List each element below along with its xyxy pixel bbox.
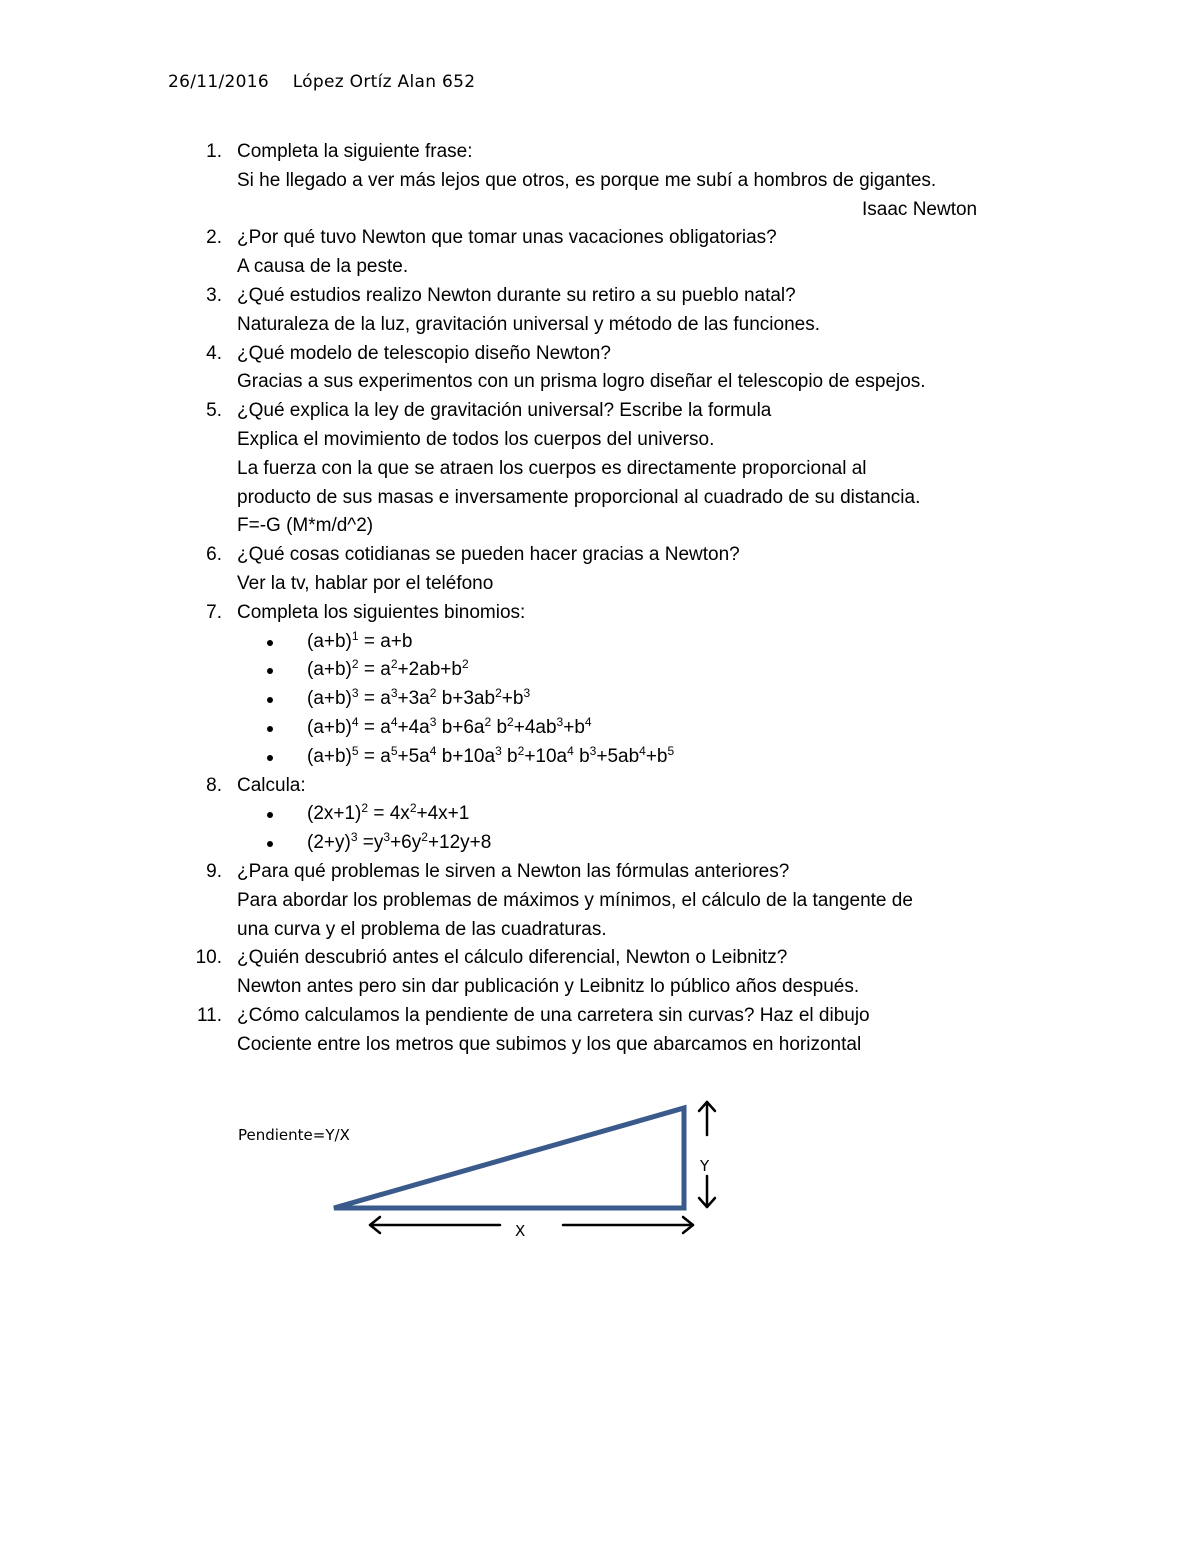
exponent: 2 <box>507 714 514 729</box>
answer-text: F=-G (M*m/d^2) <box>237 515 374 537</box>
exponent: 4 <box>351 714 359 729</box>
question-text: ¿Qué cosas cotidianas se pueden hacer gracias a Newton? <box>237 544 740 566</box>
exponent: 3 <box>589 743 597 758</box>
exponent: 3 <box>350 830 358 845</box>
question-text: Completa la siguiente frase: <box>237 141 473 162</box>
question-text: ¿Qué modelo de telescopio diseño Newton? <box>237 342 611 364</box>
answer-text: Cociente entre los metros que subimos y los que abarcamos en horizontal <box>237 1033 862 1055</box>
question-text: ¿Cómo calculamos la pendiente de una carretera sin curvas? Haz el dibujo <box>237 1004 870 1026</box>
answer-text: Gracias a sus experimentos con un prisma logro diseñar el telescopio de espejos. <box>237 371 926 393</box>
slope-diagram <box>0 1080 1200 1260</box>
formula-text: +10a <box>524 745 568 767</box>
formula-text: (a+b) <box>307 745 352 767</box>
answer-text: Ver la tv, hablar por el teléfono <box>237 572 494 594</box>
exponent: 4 <box>639 743 646 758</box>
formula-text: =y <box>357 832 384 854</box>
formula-item <box>237 656 1200 685</box>
formula-text: b+6a <box>436 716 485 738</box>
question-text: ¿Por qué tuvo Newton que tomar unas vacaciones obligatorias? <box>237 227 777 249</box>
question-item <box>0 138 1200 224</box>
formula-text: (a+b) <box>307 659 352 681</box>
formula-text: (a+b) <box>307 630 352 652</box>
formula-text: = a <box>358 745 391 767</box>
formula-text: +6y <box>390 832 422 854</box>
y-label: Y <box>700 1157 710 1175</box>
formula-text: +b <box>501 688 524 710</box>
exponent: 3 <box>556 714 564 729</box>
question-item <box>0 772 1200 858</box>
exponent: 2 <box>409 801 417 816</box>
header-date: 26/11/2016 <box>168 72 269 92</box>
formula-text: (2x+1) <box>307 803 362 825</box>
header-author: López Ortíz Alan 652 <box>292 72 476 92</box>
exponent: 2 <box>421 830 428 845</box>
formula-item <box>237 743 1200 772</box>
question-item <box>0 282 1200 340</box>
formula-item <box>237 829 1200 858</box>
question-item <box>0 541 1200 599</box>
exponent: 2 <box>390 657 398 672</box>
exponent: 2 <box>484 714 492 729</box>
formula-text: +5ab <box>596 745 640 767</box>
question-number: 3. <box>206 284 222 306</box>
formula-text: +b <box>563 716 585 738</box>
answer-text: Para abordar los problemas de máximos y mínimos, el cálculo de la tangente de <box>237 889 913 911</box>
exponent: 2 <box>361 801 369 816</box>
exponent: 5 <box>351 743 359 758</box>
question-text: ¿Qué explica la ley de gravitación universal? Escribe la formula <box>237 400 772 422</box>
answer-text: Naturaleza de la luz, gravitación universal y método de las funciones. <box>237 313 820 335</box>
exponent: 4 <box>390 714 398 729</box>
formula-text: (2+y) <box>307 832 351 854</box>
formula-text: = a <box>358 716 391 738</box>
question-text: ¿Qué estudios realizo Newton durante su retiro a su pueblo natal? <box>237 284 796 306</box>
exponent: 4 <box>584 714 592 729</box>
slope-formula-label: Pendiente=Y/X <box>238 1126 350 1144</box>
formula-text: = 4x <box>368 803 410 825</box>
formula-text: +3a <box>397 688 430 710</box>
question-number: 11. <box>196 1004 222 1026</box>
question-number: 5. <box>206 400 222 422</box>
question-number: 8. <box>206 774 222 796</box>
formula-text: +b <box>645 745 668 767</box>
question-number: 2. <box>206 227 222 249</box>
formula-text: (a+b) <box>307 716 352 738</box>
exponent: 4 <box>567 743 574 758</box>
question-text: ¿Quién descubrió antes el cálculo diferencial, Newton o Leibnitz? <box>237 947 788 969</box>
formula-item <box>237 714 1200 743</box>
formula-text: +4ab <box>513 716 557 738</box>
formula-text: +2ab+b <box>397 659 462 681</box>
question-item <box>0 858 1200 944</box>
document-header <box>168 72 475 92</box>
question-item <box>0 599 1200 772</box>
quote-attribution: Isaac Newton <box>862 198 978 220</box>
question-item <box>0 1002 1200 1060</box>
formula-text: +12y+8 <box>427 832 492 854</box>
answer-text: una curva y el problema de las cuadraturas. <box>237 918 607 940</box>
answer-text: La fuerza con la que se atraen los cuerpos es directamente proporcional al <box>237 457 867 479</box>
formula-item <box>237 628 1200 657</box>
question-list <box>0 138 1200 1060</box>
formula-text: b+10a <box>436 745 496 767</box>
exponent: 1 <box>351 628 359 643</box>
question-number: 1. <box>206 141 222 162</box>
formula-item <box>237 800 1200 829</box>
exponent: 3 <box>383 830 391 845</box>
question-item <box>0 397 1200 541</box>
exponent: 3 <box>429 714 437 729</box>
exponent: 2 <box>429 686 437 701</box>
formula-item <box>237 685 1200 714</box>
exponent: 3 <box>523 686 531 701</box>
formula-list <box>237 628 1200 772</box>
question-item <box>0 224 1200 282</box>
exponent: 3 <box>495 743 502 758</box>
formula-text: +5a <box>397 745 430 767</box>
exponent: 5 <box>390 743 398 758</box>
question-number: 10. <box>195 947 222 969</box>
answer-text: Explica el movimiento de todos los cuerpos del universo. <box>237 428 715 450</box>
formula-text: b <box>491 716 508 738</box>
question-item <box>0 944 1200 1002</box>
x-label: X <box>515 1222 526 1240</box>
formula-text: b <box>501 745 518 767</box>
exponent: 3 <box>390 686 398 701</box>
formula-text: = a <box>358 688 391 710</box>
exponent: 4 <box>429 743 437 758</box>
question-number: 4. <box>206 342 222 364</box>
answer-text: Si he llegado a ver más lejos que otros, es porque me subí a hombros de gigantes. <box>237 169 937 191</box>
formula-list <box>237 800 1200 858</box>
exponent: 2 <box>351 657 359 672</box>
answer-text: A causa de la peste. <box>237 256 409 278</box>
question-number: 6. <box>206 544 222 566</box>
question-number: 7. <box>206 601 222 623</box>
formula-text: b <box>573 745 590 767</box>
formula-text: +4a <box>397 716 430 738</box>
formula-text: = a+b <box>358 630 413 652</box>
exponent: 2 <box>461 657 469 672</box>
formula-text: (a+b) <box>307 688 352 710</box>
question-number: 9. <box>206 860 222 882</box>
formula-text: b+3ab <box>436 688 496 710</box>
exponent: 2 <box>495 686 502 701</box>
exponent: 2 <box>517 743 525 758</box>
exponent: 3 <box>351 686 359 701</box>
question-text: Calcula: <box>237 774 306 796</box>
question-text: ¿Para qué problemas le sirven a Newton las fórmulas anteriores? <box>237 860 790 882</box>
exponent: 5 <box>667 743 675 758</box>
question-item <box>0 340 1200 398</box>
formula-text: = a <box>358 659 391 681</box>
slope-triangle <box>334 1108 684 1208</box>
answer-text: Newton antes pero sin dar publicación y Leibnitz lo público años después. <box>237 976 860 998</box>
question-text: Completa los siguientes binomios: <box>237 601 526 623</box>
formula-text: +4x+1 <box>416 803 470 825</box>
answer-text: producto de sus masas e inversamente proporcional al cuadrado de su distancia. <box>237 486 921 508</box>
